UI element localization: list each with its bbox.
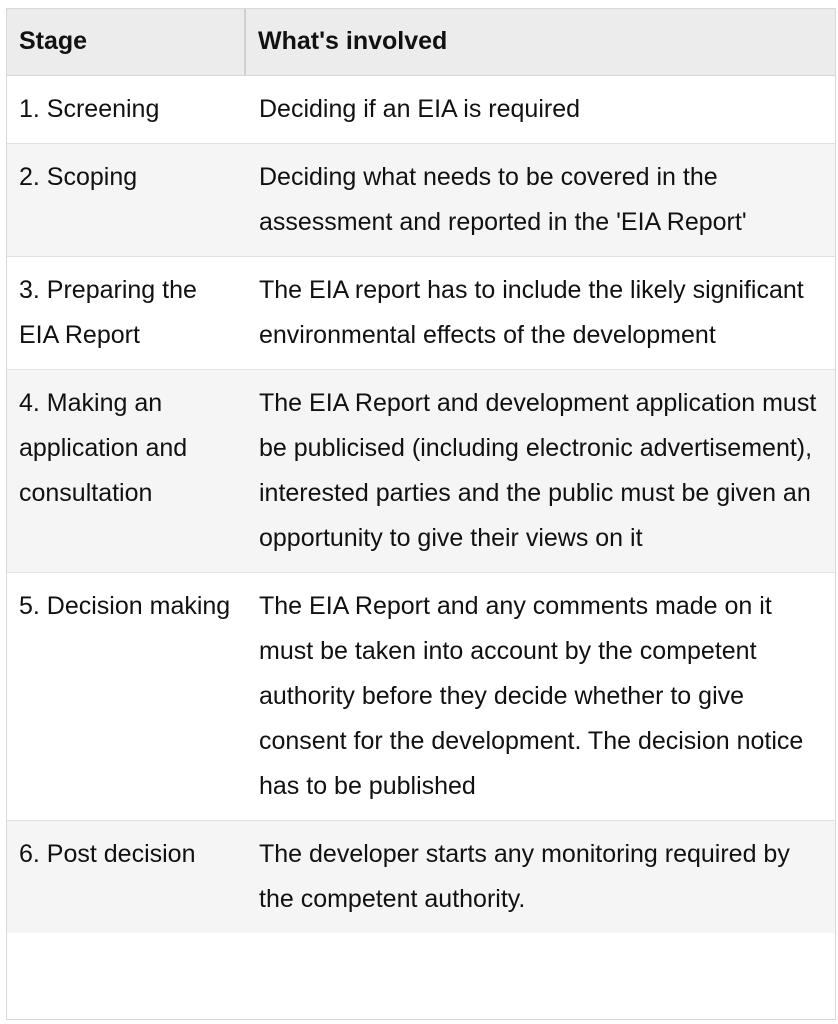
table-row: [7, 572, 835, 820]
stage-cell: 2. Scoping: [7, 143, 245, 256]
involved-cell: The developer starts any monitoring required by the competent authority.: [245, 820, 835, 933]
table-row: [7, 820, 835, 933]
involved-cell: Deciding what needs to be covered in the assessment and reported in the 'EIA Report': [245, 143, 835, 256]
involved-cell: The EIA report has to include the likely significant environmental effects of the development: [245, 256, 835, 369]
stage-cell: 3. Preparing the EIA Report: [7, 256, 245, 369]
table-row: [7, 256, 835, 369]
table-header: [7, 9, 835, 75]
stage-cell: 1. Screening: [7, 75, 245, 143]
table-row: [7, 369, 835, 572]
stage-cell: 4. Making an application and consultation: [7, 369, 245, 572]
eia-stages-table: [7, 9, 835, 933]
header-row: [7, 9, 835, 75]
table-body: [7, 75, 835, 933]
involved-cell: The EIA Report and development application must be publicised (including electronic advertisement), interested parties and the public must be given an opportunity to give their views on it: [245, 369, 835, 572]
stage-cell: 5. Decision making: [7, 572, 245, 820]
table-row: [7, 143, 835, 256]
eia-stages-table-container: [6, 8, 836, 1020]
table-row: [7, 75, 835, 143]
header-stage: Stage: [7, 9, 245, 75]
involved-cell: The EIA Report and any comments made on it must be taken into account by the competent authority before they decide whether to give consent for the development. The decision notice has to be published: [245, 572, 835, 820]
stage-cell: 6. Post decision: [7, 820, 245, 933]
header-whats-involved: What's involved: [245, 9, 835, 75]
involved-cell: Deciding if an EIA is required: [245, 75, 835, 143]
